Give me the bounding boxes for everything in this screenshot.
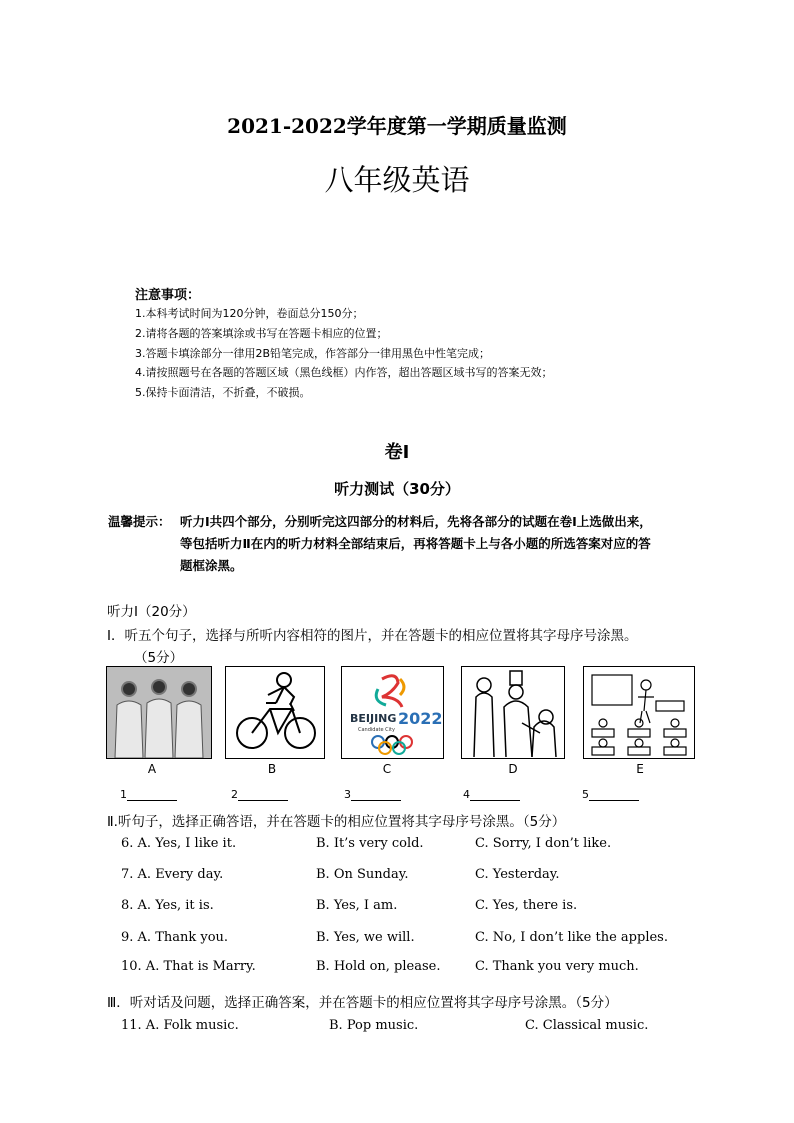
question-6-option-c: C. Sorry, I don’t like.	[475, 836, 612, 851]
question-7-option-a: 7. A. Every day.	[121, 867, 224, 882]
question-11-option-b: B. Pop music.	[329, 1018, 419, 1033]
picture-letter: C	[382, 762, 392, 776]
question-11-option-a: 11. A. Folk music.	[121, 1018, 239, 1033]
classroom-icon	[584, 667, 694, 758]
question-10-option-a: 10. A. That is Marry.	[121, 959, 256, 974]
cyclist-icon	[226, 667, 324, 758]
question-9-option-b: B. Yes, we will.	[316, 930, 415, 945]
q1-score: （5分）	[134, 650, 184, 666]
question-7-option-b: B. On Sunday.	[316, 867, 409, 882]
notice-heading: 注意事项：	[135, 288, 201, 303]
tip-line: 等包括听力Ⅱ在内的听力材料全部结束后，再将答题卡上与各小题的所选答案对应的答	[180, 536, 651, 551]
exam-title: 2021-2022学年度第一学期质量监测	[227, 114, 567, 138]
question-11-option-c: C. Classical music.	[525, 1018, 649, 1033]
blank-number: 2	[231, 788, 238, 801]
svg-text:Candidate City: Candidate City	[358, 727, 395, 733]
volume-heading: 卷Ⅰ	[384, 442, 410, 463]
picture-letter: B	[267, 762, 277, 776]
question-9-option-c: C. No, I don’t like the apples.	[475, 930, 668, 945]
answer-blank[interactable]	[463, 788, 520, 801]
picture-letter: A	[147, 762, 157, 776]
picture-b	[225, 666, 325, 759]
question-6-option-b: B. It’s very cold.	[316, 836, 424, 851]
svg-text:2022: 2022	[398, 709, 443, 728]
picture-d	[461, 666, 565, 759]
subject-title: 八年级英语	[324, 163, 470, 197]
tip-line: 题框涂黑。	[180, 558, 243, 573]
question-7-option-c: C. Yesterday.	[475, 867, 560, 882]
part2-heading: Ⅱ.听句子，选择正确答语，并在答题卡的相应位置将其字母序号涂黑。（5分）	[107, 814, 566, 830]
blank-number: 1	[120, 788, 127, 801]
question-10-option-c: C. Thank you very much.	[475, 959, 639, 974]
part3-heading: Ⅲ．听对话及问题，选择正确答案，并在答题卡的相应位置将其字母序号涂黑。（5分）	[107, 995, 618, 1011]
notice-item: 1.本科考试时间为120分钟，卷面总分150分；	[135, 307, 364, 320]
picture-e	[583, 666, 695, 759]
logo-text: BEIJING	[350, 712, 397, 725]
notice-item: 3.答题卡填涂部分一律用2B铅笔完成，作答部分一律用黑色中性笔完成；	[135, 347, 491, 360]
question-8-option-c: C. Yes, there is.	[475, 898, 578, 913]
answer-blank[interactable]	[120, 788, 177, 801]
listening-title: 听力测试（30分）	[334, 480, 460, 498]
answer-blank[interactable]	[231, 788, 288, 801]
answer-blank[interactable]	[344, 788, 401, 801]
blank-number: 5	[582, 788, 589, 801]
question-8-option-a: 8. A. Yes, it is.	[121, 898, 214, 913]
picture-letter: E	[636, 762, 644, 776]
question-9-option-a: 9. A. Thank you.	[121, 930, 229, 945]
tip-line: 听力Ⅰ共四个部分，分别听完这四部分的材料后，先将各部分的试题在卷Ⅰ上选做出来，	[180, 514, 652, 529]
picture-c	[341, 666, 444, 759]
doctor-patient-icon	[462, 667, 564, 758]
question-6-option-a: 6. A. Yes, I like it.	[121, 836, 237, 851]
beijing-2022-logo-icon	[342, 667, 443, 758]
notice-item: 5.保持卡面清洁，不折叠，不破损。	[135, 386, 311, 399]
picture-letter: D	[508, 762, 518, 776]
notice-item: 2.请将各题的答案填涂或书写在答题卡相应的位置；	[135, 327, 388, 340]
astronauts-icon	[107, 667, 211, 758]
question-8-option-b: B. Yes, I am.	[316, 898, 398, 913]
tip-label: 温馨提示：	[108, 514, 171, 529]
notice-item: 4.请按照题号在各题的答题区域（黑色线框）内作答，超出答题区域书写的答案无效；	[135, 366, 553, 379]
answer-blank[interactable]	[582, 788, 639, 801]
q1-instruction: Ⅰ．听五个句子，选择与所听内容相符的图片，并在答题卡的相应位置将其字母序号涂黑。	[107, 628, 638, 644]
picture-a	[106, 666, 212, 759]
question-10-option-b: B. Hold on, please.	[316, 959, 441, 974]
blank-number: 4	[463, 788, 470, 801]
blank-number: 3	[344, 788, 351, 801]
part1-heading: 听力Ⅰ（20分）	[107, 604, 196, 620]
